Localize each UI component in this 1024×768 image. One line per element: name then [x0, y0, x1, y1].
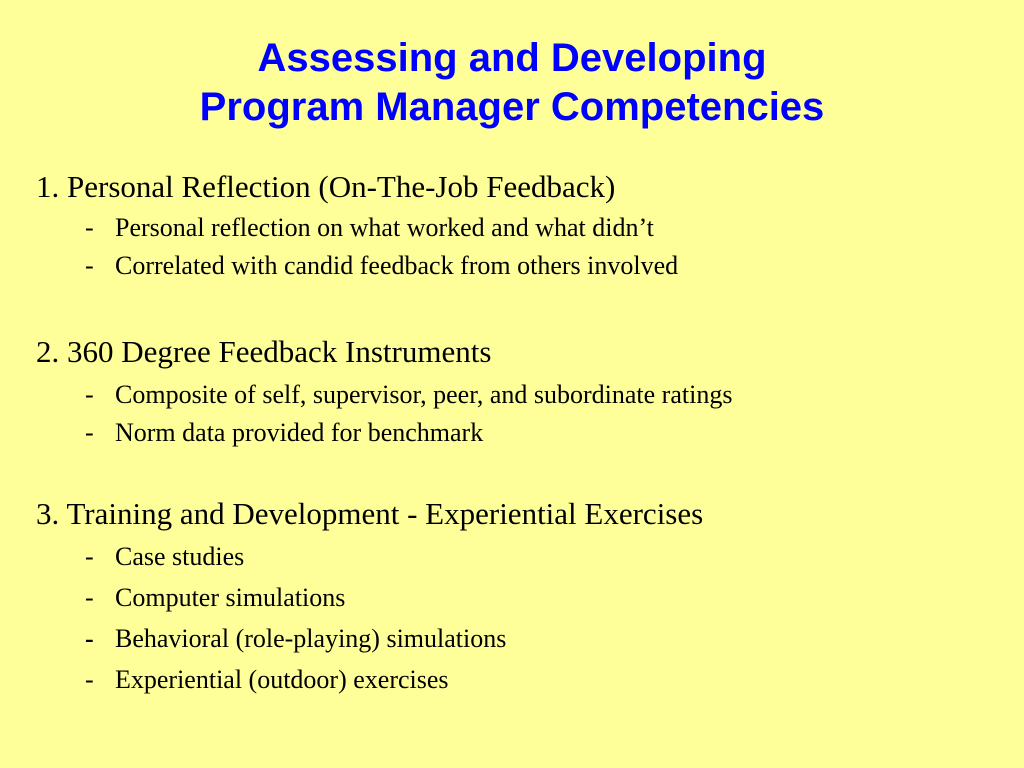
list-item-text: Case studies	[115, 542, 245, 571]
list-item-text: Norm data provided for benchmark	[115, 418, 484, 447]
list-item	[85, 582, 345, 614]
list-item	[85, 541, 244, 573]
dash-marker: -	[85, 665, 94, 694]
list-item	[85, 664, 449, 696]
list-item	[85, 417, 483, 449]
list-item	[85, 623, 506, 655]
title-line-2: Program Manager Competencies	[199, 85, 825, 129]
title-line-1: Assessing and Developing	[257, 36, 767, 80]
list-item-text: Correlated with candid feedback from others involved	[115, 251, 679, 280]
section-heading-training-development: 3. Training and Development - Experiential Exercises	[36, 496, 704, 531]
list-item-text: Personal reflection on what worked and what didn’t	[115, 213, 654, 242]
list-item	[85, 379, 732, 411]
list-item-text: Computer simulations	[115, 583, 346, 612]
list-item-text: Composite of self, supervisor, peer, and subordinate ratings	[115, 380, 733, 409]
dash-marker: -	[85, 418, 94, 447]
dash-marker: -	[85, 583, 94, 612]
list-item-text: Behavioral (role-playing) simulations	[115, 624, 507, 653]
section-heading-personal-reflection: 1. Personal Reflection (On-The-Job Feedback)	[36, 169, 616, 204]
dash-marker: -	[85, 542, 94, 571]
dash-marker: -	[85, 213, 94, 242]
section-heading-360-feedback: 2. 360 Degree Feedback Instruments	[36, 334, 492, 369]
list-item	[85, 250, 678, 282]
list-item-text: Experiential (outdoor) exercises	[115, 665, 449, 694]
slide-title	[0, 34, 1024, 132]
dash-marker: -	[85, 251, 94, 280]
dash-marker: -	[85, 624, 94, 653]
dash-marker: -	[85, 380, 94, 409]
list-item	[85, 212, 654, 244]
